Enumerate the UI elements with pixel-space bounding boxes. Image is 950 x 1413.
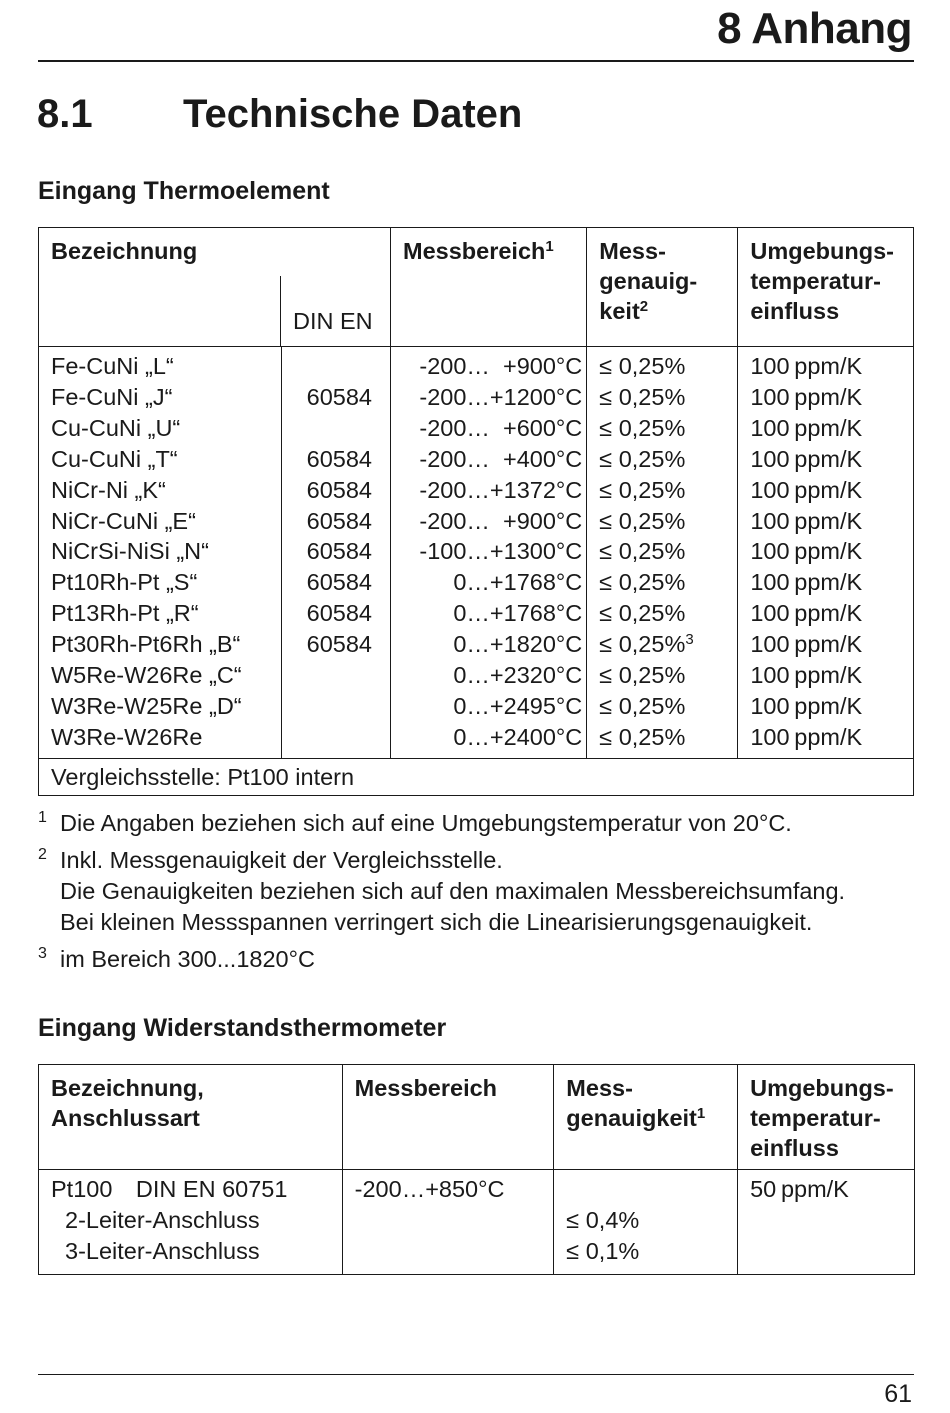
cell-name: W3Re-W26Re: [51, 723, 203, 750]
section-title: Technische Daten: [183, 92, 523, 136]
rtd-cell-genauigkeit: [554, 1170, 738, 1275]
cell-range: -200… +900°C: [419, 507, 583, 534]
rtd-cell-bezeichnung: [39, 1170, 343, 1275]
cell-range: -200… +400°C: [419, 445, 583, 472]
cell-accuracy-value: ≤ 0,25%: [599, 631, 686, 658]
thermo-heading: Eingang Thermoelement: [38, 177, 330, 205]
header-umgebung-line: temperatur-: [750, 268, 881, 294]
cell-din: [282, 691, 372, 722]
rtd-header-line: Bezeichnung,: [51, 1075, 204, 1101]
cell-name: NiCr-CuNi „E“: [51, 507, 196, 534]
cell-accuracy: ≤ 0,25%: [599, 662, 686, 689]
cell-name: NiCrSi-NiSi „N“: [51, 538, 209, 565]
rtd-heading: Eingang Widerstandsthermometer: [38, 1014, 447, 1042]
column-umgebung: [738, 347, 914, 759]
column-genauigkeit: [587, 347, 738, 759]
header-rule: [38, 60, 914, 62]
chapter-title: 8 Anhang: [717, 4, 912, 53]
footnote-mark: 2: [38, 846, 47, 863]
footnote-ref: 3: [685, 631, 694, 649]
footnote: [38, 845, 845, 938]
cell-temp: 100 ppm/K: [750, 507, 863, 534]
footnote-ref: 1: [545, 238, 554, 255]
footnote-ref: 1: [696, 1105, 706, 1122]
cell-temp: 100 ppm/K: [750, 538, 863, 565]
rtd-accuracy: ≤ 0,4%: [566, 1207, 640, 1233]
cell-range: -200… +600°C: [419, 414, 583, 441]
header-umgebung-line: Umgebungs-: [750, 238, 894, 264]
cell-range: -100…+1300°C: [419, 538, 583, 565]
cell-name: Cu-CuNi „U“: [51, 414, 181, 441]
cell-temp: 100 ppm/K: [750, 353, 863, 379]
header-genauigkeit-line: Mess-: [599, 238, 666, 264]
cell-accuracy: ≤ 0,25%: [599, 538, 686, 565]
cell-din: 60584: [306, 631, 372, 658]
rtd-accuracy: [566, 1174, 733, 1205]
footer-rule: [38, 1374, 914, 1375]
cell-range: -200…+1200°C: [419, 383, 583, 410]
rtd-header-messbereich: Messbereich: [342, 1065, 554, 1170]
din-divider: [280, 276, 281, 346]
cell-range: 0…+2320°C: [453, 662, 583, 689]
column-bezeichnung: [39, 347, 282, 759]
cell-name: Pt10Rh-Pt „S“: [51, 569, 198, 596]
cell-temp: 100 ppm/K: [750, 445, 863, 472]
header-genauigkeit: [587, 228, 738, 347]
cell-accuracy: ≤ 0,25%: [599, 692, 686, 719]
section-heading: [37, 92, 522, 137]
cell-din: 60584: [306, 538, 372, 565]
rtd-sensor-name: Pt100 DIN EN 60751: [51, 1176, 288, 1202]
header-bezeichnung: [39, 228, 391, 347]
rtd-header-umgebung: [738, 1065, 915, 1170]
cell-accuracy: ≤ 0,25%: [599, 476, 686, 503]
column-messbereich: [391, 347, 587, 759]
cell-name: Pt30Rh-Pt6Rh „B“: [51, 631, 241, 658]
footnote-line: Inkl. Messgenauigkeit der Vergleichsstelle.: [60, 847, 503, 873]
header-messbereich: [391, 228, 587, 347]
footnote-line: im Bereich 300...1820°C: [60, 946, 315, 972]
cell-accuracy: ≤ 0,25%: [599, 507, 686, 534]
rtd-table: [38, 1064, 915, 1275]
cell-name: W3Re-W25Re „D“: [51, 692, 242, 719]
footnote-ref: 2: [639, 298, 649, 315]
footnote: [38, 944, 845, 975]
cell-din: 60584: [306, 507, 372, 534]
section-number: 8.1: [37, 92, 93, 136]
cell-temp: 100 ppm/K: [750, 692, 863, 719]
cell-name: Pt13Rh-Pt „R“: [51, 600, 199, 627]
cell-temp: 100 ppm/K: [750, 600, 863, 627]
cell-accuracy: ≤ 0,25%: [599, 353, 686, 379]
header-umgebung-line: einfluss: [750, 298, 840, 324]
cell-temp: 100 ppm/K: [750, 631, 863, 658]
cell-accuracy: ≤ 0,25%: [599, 600, 686, 627]
page-number: 61: [884, 1380, 912, 1408]
cell-range: 0…+1768°C: [453, 600, 583, 627]
cell-din: 60584: [306, 600, 372, 627]
cell-temp: 100 ppm/K: [750, 723, 863, 750]
footnotes: [38, 808, 845, 981]
cell-range: 0…+1768°C: [453, 569, 583, 596]
cell-temp: 100 ppm/K: [750, 414, 863, 441]
header-genauigkeit-line: genauig-: [599, 268, 698, 294]
cell-temp: 100 ppm/K: [750, 569, 863, 596]
cell-accuracy: ≤ 0,25%: [599, 723, 686, 750]
cell-temp: 100 ppm/K: [750, 383, 863, 410]
cell-accuracy: ≤ 0,25%: [599, 445, 686, 472]
cell-range: -200… +900°C: [419, 353, 583, 379]
cell-din: 60584: [306, 569, 372, 596]
cell-range: -200…+1372°C: [419, 476, 583, 503]
cell-accuracy: [599, 629, 737, 660]
cell-name: W5Re-W26Re „C“: [51, 662, 242, 689]
rtd-cell-messbereich: -200…+850°C: [342, 1170, 554, 1275]
footnote-mark: 3: [38, 945, 47, 962]
header-messbereich-label: Messbereich: [403, 238, 546, 264]
header-genauigkeit-line: keit: [599, 298, 640, 324]
cell-name: Fe-CuNi „L“: [51, 353, 174, 379]
footnote-line: Die Genauigkeiten beziehen sich auf den maximalen Messbereichsumfang.: [60, 878, 846, 904]
rtd-header-line: Mess-: [566, 1075, 633, 1101]
footnote: [38, 808, 845, 839]
table-footer: Vergleichsstelle: Pt100 intern: [39, 758, 914, 795]
rtd-header-line: einfluss: [750, 1135, 839, 1161]
footnote-line: Die Angaben beziehen sich auf eine Umgebungstemperatur von 20°C.: [60, 810, 792, 836]
header-umgebung: [738, 228, 914, 347]
cell-range: 0…+1820°C: [453, 631, 583, 658]
cell-accuracy: ≤ 0,25%: [599, 569, 686, 596]
rtd-header-line: temperatur-: [750, 1105, 881, 1131]
cell-range: 0…+2400°C: [453, 723, 583, 750]
cell-accuracy: ≤ 0,25%: [599, 383, 686, 410]
rtd-accuracy: ≤ 0,1%: [566, 1238, 640, 1264]
cell-din: [282, 351, 372, 382]
cell-din: [282, 722, 372, 753]
rtd-header-line: genauigkeit: [566, 1105, 697, 1131]
cell-temp: 100 ppm/K: [750, 476, 863, 503]
cell-name: NiCr-Ni „K“: [51, 476, 166, 503]
rtd-header-genauigkeit: [554, 1065, 738, 1170]
rtd-header-line: Umgebungs-: [750, 1075, 894, 1101]
cell-din: 60584: [306, 445, 372, 472]
cell-accuracy: ≤ 0,25%: [599, 414, 686, 441]
rtd-connection-type: 2-Leiter-Anschluss: [65, 1207, 260, 1233]
cell-name: Fe-CuNi „J“: [51, 383, 173, 410]
rtd-header-bezeichnung: [39, 1065, 343, 1170]
header-bezeichnung-label: Bezeichnung: [51, 238, 198, 264]
rtd-header-line: Anschlussart: [51, 1105, 200, 1131]
header-din: DIN EN: [293, 308, 373, 334]
cell-range: 0…+2495°C: [453, 692, 583, 719]
cell-temp: 100 ppm/K: [750, 662, 863, 689]
cell-din: [282, 660, 372, 691]
footnote-line: Bei kleinen Messspannen verringert sich die Linearisierungsgenauigkeit.: [60, 909, 813, 935]
rtd-cell-umgebung: 50 ppm/K: [738, 1170, 915, 1275]
footnote-mark: 1: [38, 809, 47, 826]
thermocouple-table: [38, 227, 914, 796]
rtd-connection-type: 3-Leiter-Anschluss: [65, 1238, 260, 1264]
cell-name: Cu-CuNi „T“: [51, 445, 178, 472]
cell-din: [282, 413, 372, 444]
column-din: [281, 347, 390, 759]
cell-din: 60584: [306, 476, 372, 503]
cell-din: 60584: [306, 383, 372, 410]
